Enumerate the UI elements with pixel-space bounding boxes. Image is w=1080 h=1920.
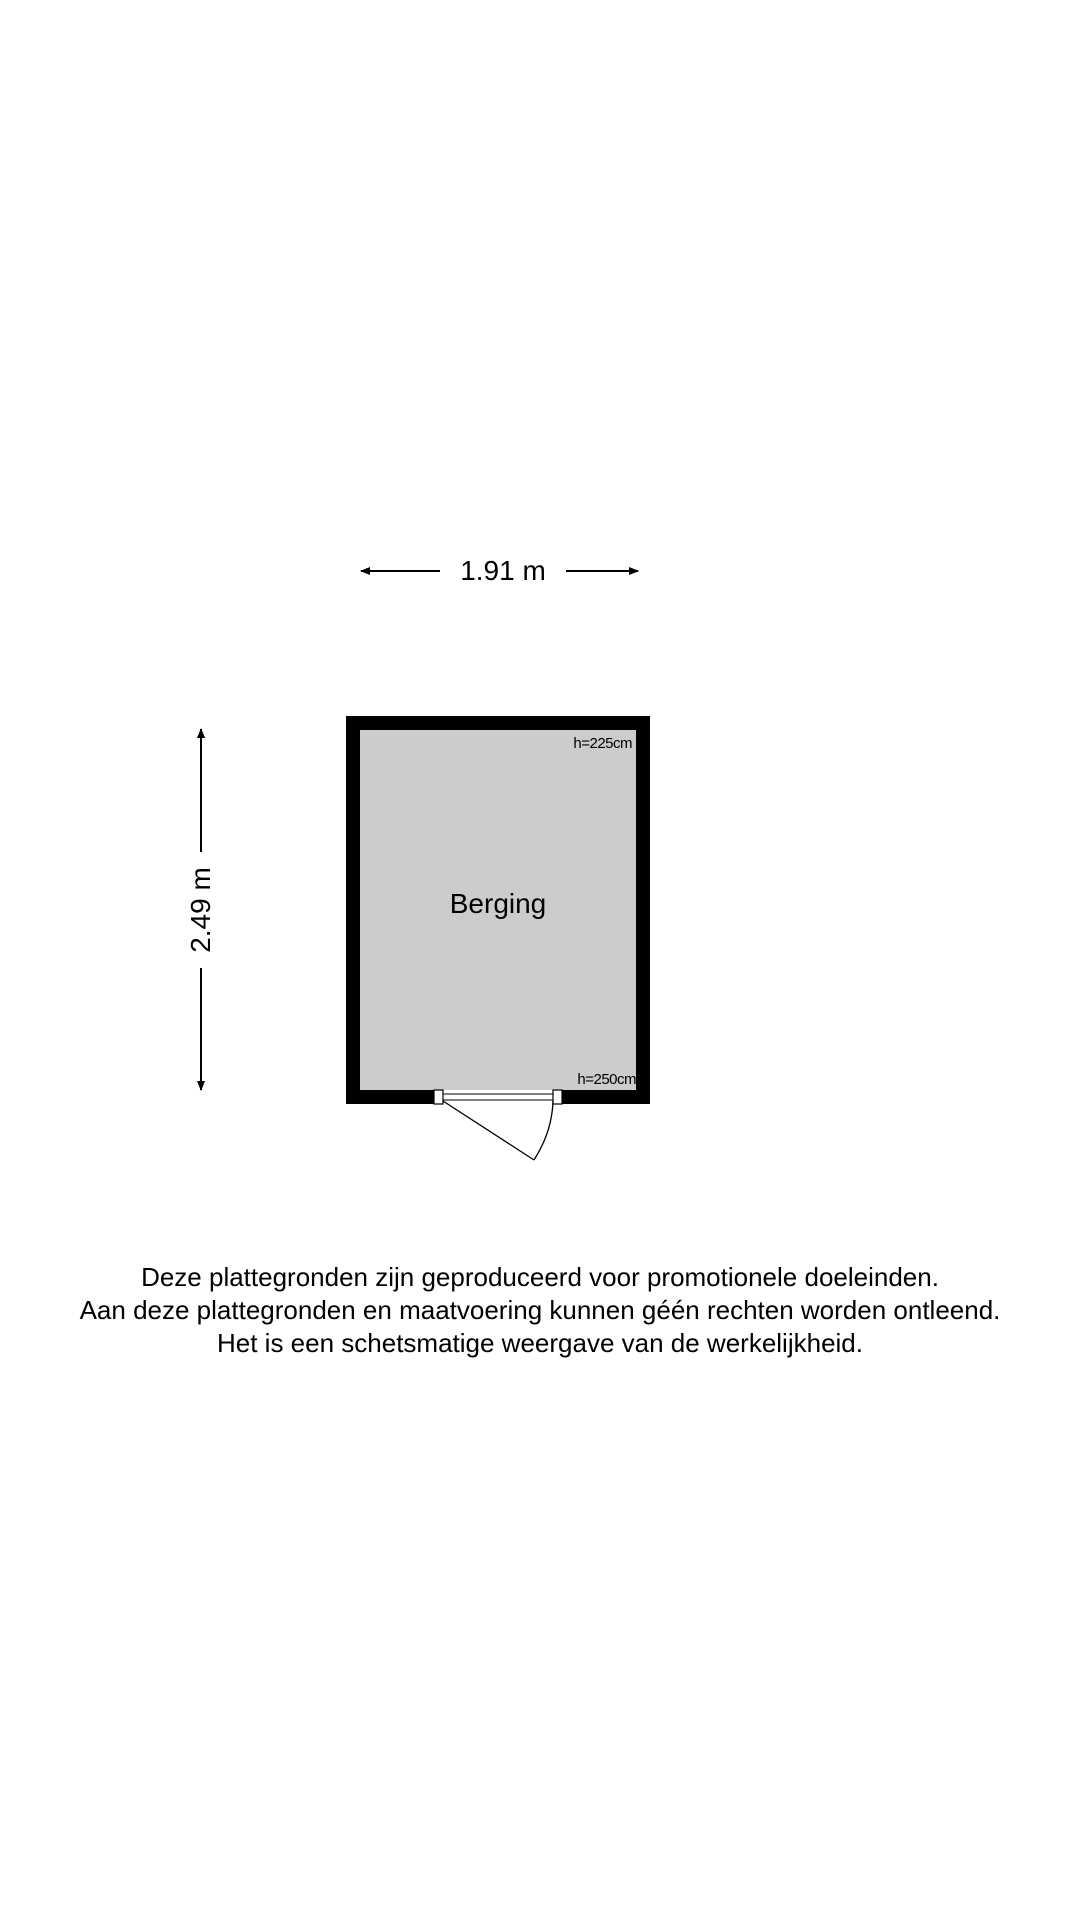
ceiling-height-bottom-label: h=250cm [577,1071,636,1088]
door-swing-arc [534,1101,553,1160]
disclaimer-line-2: Aan deze plattegronden en maatvoering kunnen géén rechten worden ontleend. [79,1295,1001,1325]
height-dimension-label: 2.49 m [187,861,215,959]
width-dimension-label: 1.91 m [454,557,552,585]
door-opening [434,1090,562,1104]
door-frame-right [553,1090,562,1104]
door-leaf [443,1101,534,1160]
disclaimer [0,1261,1080,1360]
disclaimer-line-3: Het is een schetsmatige weergave van de werkelijkheid. [216,1328,863,1358]
door-frame-left [434,1090,443,1104]
room-name-label: Berging [449,888,547,919]
ceiling-height-top-label: h=225cm [573,735,632,752]
disclaimer-line-1: Deze plattegronden zijn geproduceerd voor promotionele doeleinden. [141,1262,939,1292]
